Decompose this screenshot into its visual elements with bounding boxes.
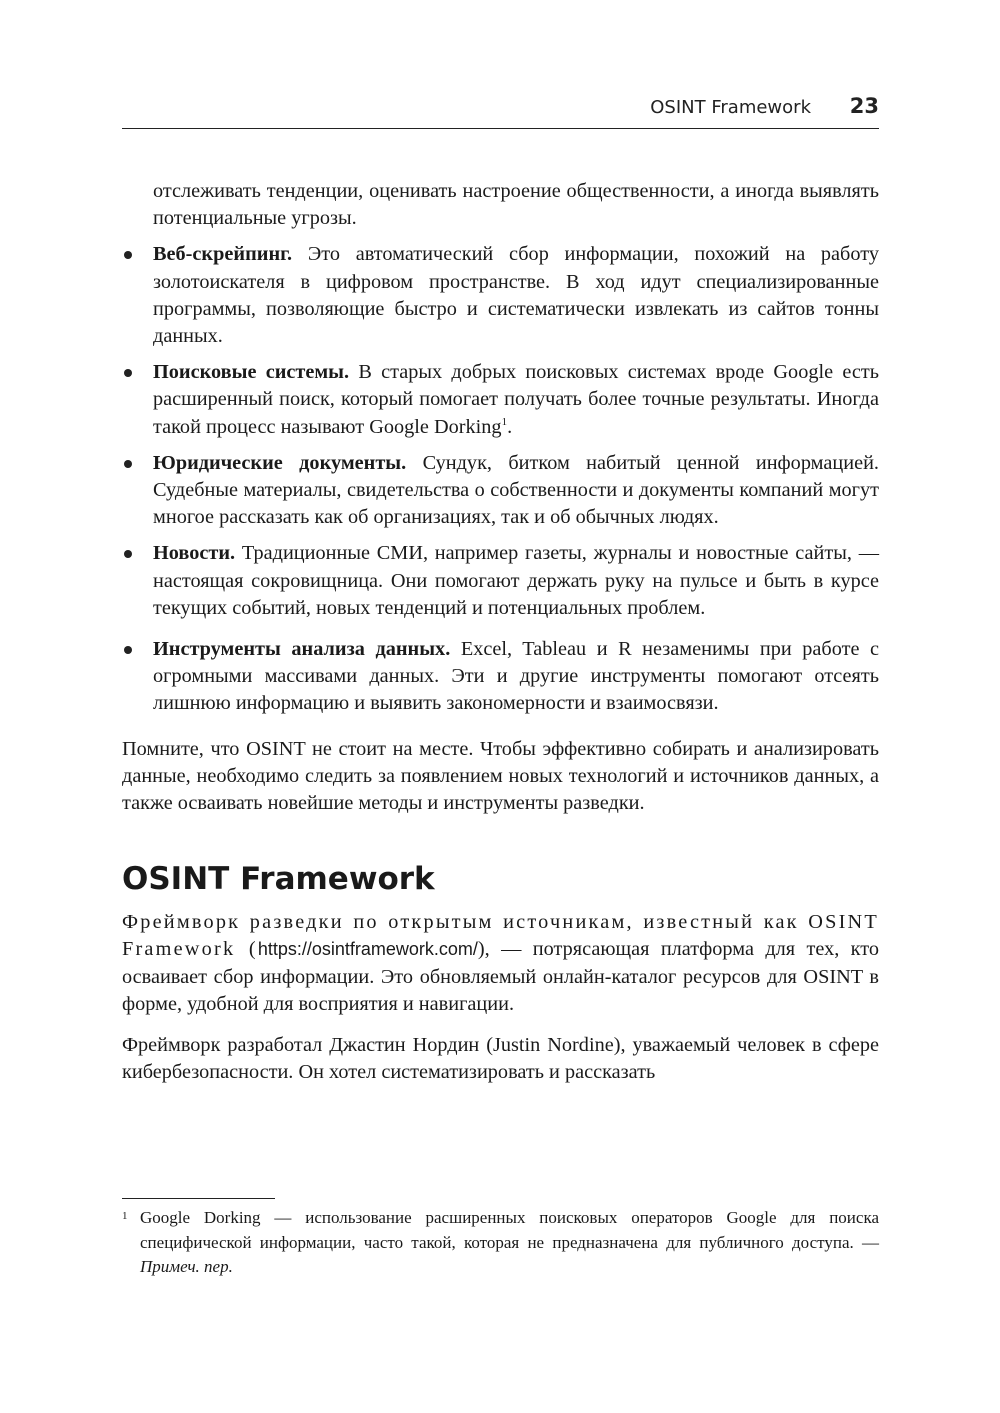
translator-note: Примеч. пер. [140, 1257, 233, 1276]
footnote-reference[interactable]: 1 [501, 415, 508, 428]
main-text [122, 178, 879, 1086]
footnote-body [122, 1206, 879, 1280]
list-item [122, 359, 879, 441]
bullet-lead: Поисковые системы. [153, 361, 350, 384]
bullet-text: Это автоматический сбор информации, похожий на работу золотоискателя в цифровом пространстве. В ход идут специализированные программы, позволяющие быстро и систематически извлекать из сайтов тонны данных. [153, 243, 879, 348]
paragraph-remember: Помните, что OSINT не стоит на месте. Чтобы эффективно собирать и анализировать данные, необходимо следить за появлением новых технологий и источников данных, а также осваивать новейшие методы и инструменты разведки. [122, 737, 879, 815]
bullet-text: Сундук, битком набитый ценной информацией. Судебные материалы, свидетельства о собственности и документы компаний могут многое рассказать как об организациях, так и об обычных людях. [153, 451, 879, 529]
running-title: OSINT Framework [650, 97, 811, 118]
bullet-list [122, 241, 879, 717]
bullet-tail: . [507, 415, 513, 438]
footnote-divider [122, 1198, 275, 1199]
section-heading: OSINT Framework [122, 861, 435, 898]
bullet-text: Традиционные СМИ, например газеты, журналы и новостные сайты, — настоящая сокровищница. Они помогают держать руку на пульсе и быть в курсе текущих событий, новых тенденций и потенциальных проблем. [153, 542, 880, 619]
bullet-icon [124, 550, 132, 558]
paragraph-framework-start: Фреймворк разведки по открытым источникам, известный как OSINT Framework ( [122, 911, 879, 961]
footnote [122, 1206, 879, 1280]
footnote-mark: 1 [122, 1210, 128, 1222]
continued-text: отслеживать тенденции, оценивать настроение общественности, а иногда выявлять потенциальные угрозы. [153, 180, 879, 230]
osint-framework-link[interactable]: https://osintframework.com/ [257, 939, 478, 960]
bullet-lead: Веб-скрейпинг. [153, 243, 293, 266]
bullet-lead: Инструменты анализа данных. [153, 638, 451, 661]
footnote-text: Google Dorking — использование расширенных поисковых операторов Google для поиска специфической информации, часто такой, которая не предназначена для публичного доступа. — [140, 1208, 879, 1252]
list-item [122, 241, 879, 350]
bullet-icon [124, 646, 132, 654]
list-item [122, 450, 879, 532]
bullet-icon [124, 369, 132, 377]
bullet-icon [124, 460, 132, 468]
list-item [122, 636, 879, 718]
bullet-lead: Новости. [153, 542, 236, 565]
paragraph-framework [122, 909, 879, 1018]
paragraph-author: Фреймворк разработал Джастин Нордин (Justin Nordine), уважаемый человек в сфере кибербезопасности. Он хотел систематизировать и рассказать [122, 1034, 879, 1084]
list-item [122, 540, 879, 622]
bullet-lead: Юридические документы. [153, 451, 407, 474]
page-number: 23 [849, 94, 879, 118]
paragraph-framework-end: ), — потрясающая платформа для тех, кто осваивает сбор информации. Это обновляемый онлайн-каталог ресурсов для OSINT в форме, удобной для восприятия и навигации. [122, 938, 879, 1015]
bullet-icon [124, 251, 132, 259]
page-header [122, 92, 879, 129]
bullet-text: В старых добрых поисковых системах вроде Google есть расширенный поиск, который помогает получать более точные результаты. Иногда такой процесс называют Google Dorking [153, 361, 879, 438]
bullet-text: Excel, Tableau и R незаменимы при работе с огромными массивами данных. Эти и другие инструменты помогают отсеять лишнюю информацию и выявить закономерности и взаимосвязи. [153, 638, 879, 715]
